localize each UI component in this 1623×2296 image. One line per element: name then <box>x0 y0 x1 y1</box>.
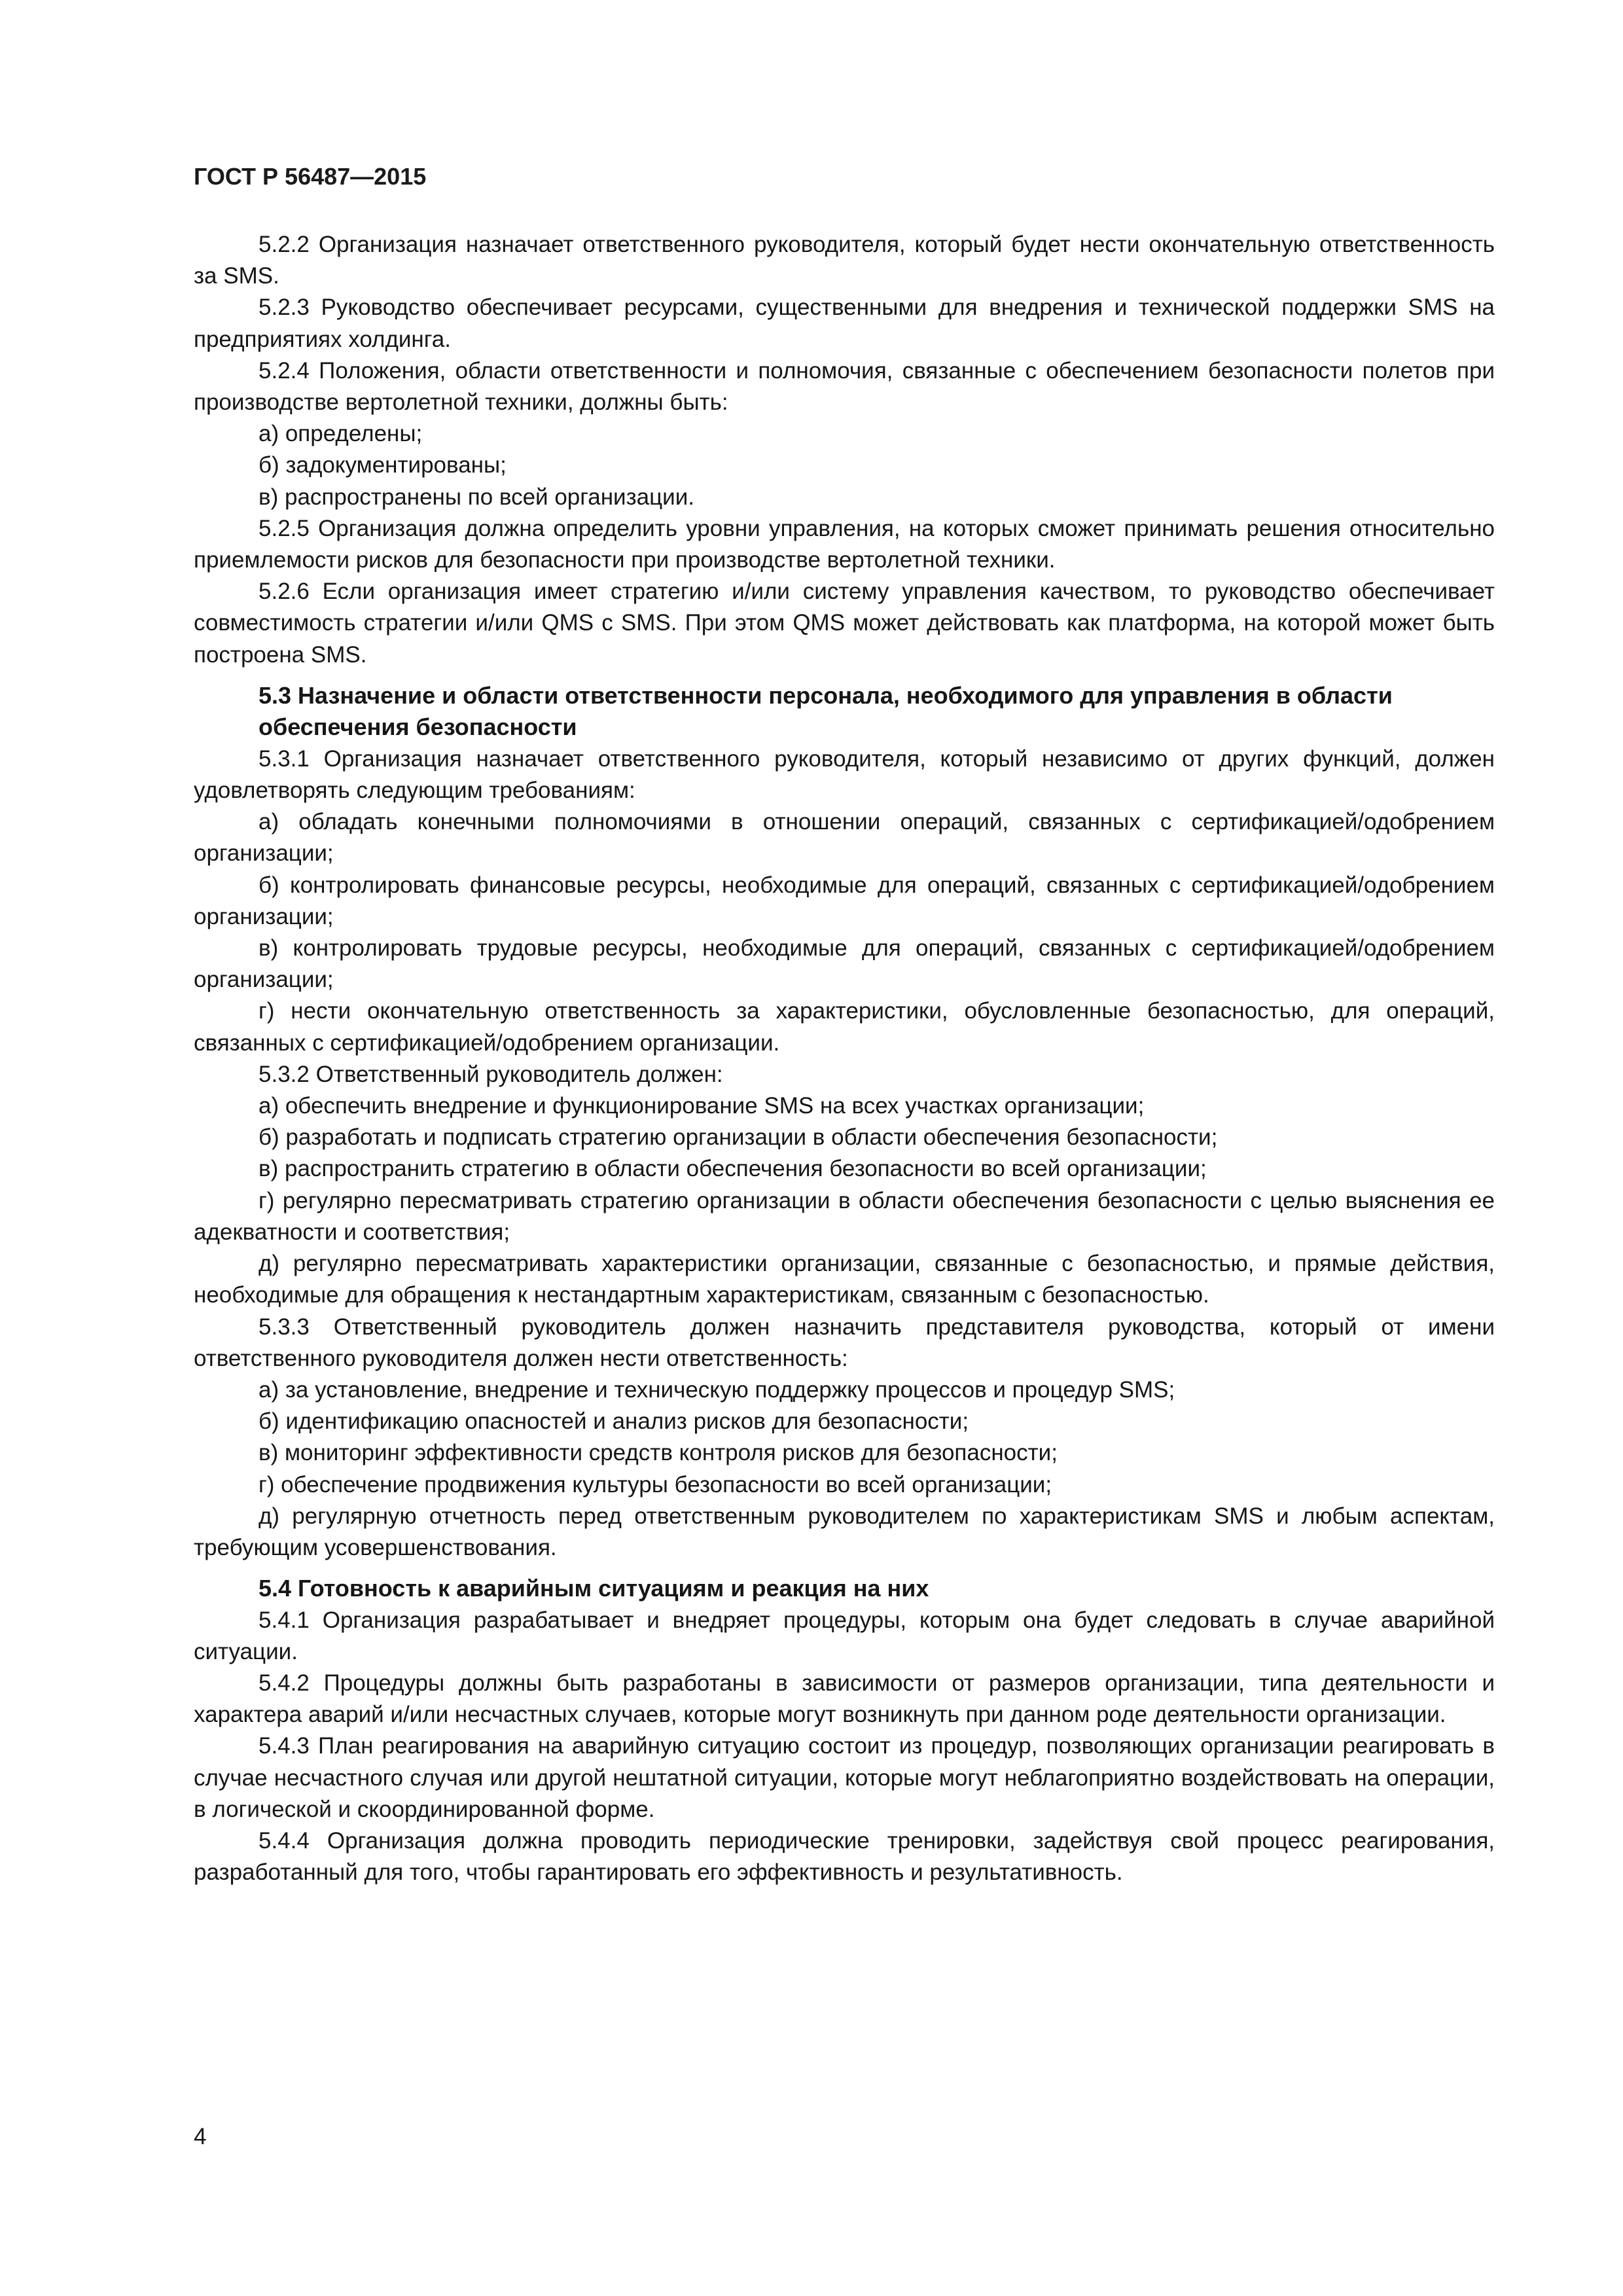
list-item: г) регулярно пересматривать стратегию организации в области обеспечения безопасности с целью выяснения ее адекватности и соответствия; <box>194 1187 1495 1245</box>
list-item: б) идентификацию опасностей и анализ рисков для безопасности; <box>259 1408 969 1435</box>
list-item: д) регулярную отчетность перед ответственным руководителем по характеристикам SMS и любым аспектам, требующим усовершенствования. <box>194 1503 1495 1560</box>
document-body <box>194 229 1495 1888</box>
list-item: д) регулярно пересматривать характеристики организации, связанные с безопасностью, и прямые действия, необходимые для обращения к нестандартным характеристикам, связанным с безопасностью. <box>194 1251 1495 1308</box>
paragraph-5-3-1: 5.3.1 Организация назначает ответственного руководителя, который независимо от других функций, должен удовлетворять следующим требованиям: <box>194 745 1495 804</box>
paragraph-5-2-6: 5.2.6 Если организация имеет стратегию и/или систему управления качеством, то руководство обеспечивает совместимость стратегии и/или QMS с SMS. При этом QMS может действовать как платформа, на которой может быть построена SMS. <box>194 579 1495 668</box>
paragraph-5-2-4: 5.2.4 Положения, области ответственности и полномочия, связанные с обеспечением безопасности полетов при производстве вертолетной техники, должны быть: <box>194 357 1495 416</box>
section-heading-5-4: 5.4 Готовность к аварийным ситуациям и реакция на них <box>259 1575 929 1602</box>
paragraph-5-4-3: 5.4.3 План реагирования на аварийную ситуацию состоит из процедур, позволяющих организации реагировать в случае несчастного случая или другой нештатной ситуации, которые могут неблагоприятно воздействовать на операции, в логической и скоординированной форме. <box>194 1733 1495 1822</box>
paragraph-5-4-2: 5.4.2 Процедуры должны быть разработаны в зависимости от размеров организации, типа деятельности и характера аварий и/или несчастных случаев, которые могут возникнуть при данном роде деятельности организации. <box>194 1670 1495 1728</box>
list-item: б) контролировать финансовые ресурсы, необходимые для операций, связанных с сертификацией/одобрением организации; <box>194 872 1495 929</box>
paragraph-5-2-5: 5.2.5 Организация должна определить уровни управления, на которых сможет принимать решения относительно приемлемости рисков для безопасности при производстве вертолетной техники. <box>194 515 1495 573</box>
paragraph-5-2-3: 5.2.3 Руководство обеспечивает ресурсами, существенными для внедрения и технической поддержки SMS на предприятиях холдинга. <box>194 295 1495 352</box>
document-header: ГОСТ Р 56487—2015 <box>194 163 427 190</box>
list-item: б) задокументированы; <box>259 452 507 478</box>
list-item: в) мониторинг эффективности средств контроля рисков для безопасности; <box>259 1440 1058 1466</box>
list-item: в) распространить стратегию в области обеспечения безопасности во всей организации; <box>259 1156 1207 1182</box>
list-item: а) обеспечить внедрение и функционирование SMS на всех участках организации; <box>259 1093 1145 1119</box>
paragraph-5-4-1: 5.4.1 Организация разрабатывает и внедряет процедуры, которым она будет следовать в случае аварийной ситуации. <box>194 1607 1495 1664</box>
paragraph-5-3-3: 5.3.3 Ответственный руководитель должен назначить представителя руководства, который от имени ответственного руководителя должен нести ответственность: <box>194 1314 1495 1371</box>
list-item: г) обеспечение продвижения культуры безопасности во всей организации; <box>259 1471 1052 1498</box>
list-item: а) за установление, внедрение и техническую поддержку процессов и процедур SMS; <box>259 1376 1175 1403</box>
paragraph-5-4-4: 5.4.4 Организация должна проводить периодические тренировки, задействуя свой процесс реагирования, разработанный для того, чтобы гарантировать его эффективность и результативность. <box>194 1828 1495 1886</box>
list-item: в) распространены по всей организации. <box>259 484 694 510</box>
list-item: г) нести окончательную ответственность за характеристики, обусловленные безопасностью, для операций, связанных с сертификацией/одобрением организации. <box>194 998 1495 1056</box>
page-number: 4 <box>194 2124 207 2149</box>
list-item: б) разработать и подписать стратегию организации в области обеспечения безопасности; <box>259 1124 1218 1151</box>
paragraph-5-2-2: 5.2.2 Организация назначает ответственного руководителя, который будет нести окончательную ответственность за SMS. <box>194 232 1495 289</box>
list-item: в) контролировать трудовые ресурсы, необходимые для операций, связанных с сертификацией/одобрением организации; <box>194 935 1495 993</box>
list-item: а) обладать конечными полномочиями в отношении операций, связанных с сертификацией/одобрением организации; <box>194 809 1495 867</box>
section-heading-5-3: 5.3 Назначение и области ответственности персонала, необходимого для управления в области обеспечения безопасности <box>259 681 1393 741</box>
paragraph-5-3-2: 5.3.2 Ответственный руководитель должен: <box>259 1061 723 1087</box>
list-item: а) определены; <box>259 421 423 447</box>
